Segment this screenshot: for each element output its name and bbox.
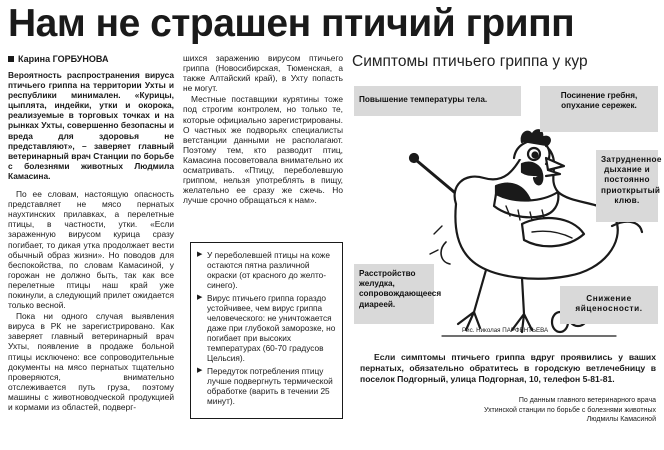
byline-square-icon bbox=[8, 56, 14, 62]
symptom-eggs-label: Снижение яйценосности. bbox=[560, 286, 658, 324]
headline: Нам не страшен птичий грипп bbox=[8, 2, 575, 45]
fact-item: ▶ Передуток потребления птицу лучше подвергнуть термической обработке (варить в течении 25 минут). bbox=[197, 366, 333, 406]
source-attribution bbox=[380, 396, 656, 425]
article-column-2 bbox=[183, 53, 343, 206]
triangle-bullet-icon: ▶ bbox=[197, 251, 203, 258]
symptom-breathing-label: Затрудненное дыхание и постоянно приоткрытый клюв. bbox=[596, 150, 658, 222]
article-column-1 bbox=[8, 53, 174, 413]
paragraph: Пока ни одного случая выявления вируса в РК не зарегистрировано. Как заверяет главный ветеринарный врач Ухты, появление в продаже больной птицы исключено: все сопроводительные документы на мясо пернатых тщательно проверяются, внимательно отслеживается путь груза, поэтому машины с животноводческой продукцией и кормами из областей, подверг- bbox=[8, 311, 174, 412]
advice-paragraph: Если симптомы птичьего гриппа вдруг проявились у ваших пернатых, обязательно обратитесь в городскую ветлечебницу в поселок Подгорный, улица Подгорная, 10, телефон 5-81-81. bbox=[360, 352, 656, 384]
triangle-bullet-icon: ▶ bbox=[197, 367, 203, 374]
symptom-stomach-label: Расстройство желудка, сопровождающееся диареей. bbox=[354, 264, 434, 324]
lead-paragraph: Вероятность распространения вируса птичьего гриппа на территории Ухты и республики минимален. «Курицы, цыплята, индейки, утки и окорока, реализуемые в торговых точках и на рынках Ухты, совершенно безопасны и вреда для здоровья не представляют», – заверяет главный ветеринарный врач Станции по борьбе с болезнями животных Людмила Камасина. bbox=[8, 70, 174, 181]
author-byline bbox=[8, 53, 174, 65]
symptom-comb-label: Посинение гребня, опухание сережек. bbox=[540, 86, 658, 132]
symptoms-title: Симптомы птичьего гриппа у кур bbox=[352, 53, 588, 70]
author-name: Карина ГОРБУНОВА bbox=[18, 54, 109, 64]
paragraph: По ее словам, настоящую опасность представляет не мясо пернатых наухтинских прилавках, а перелетные птицы, в частности, утки. «Если зараженную вирусом курица сразу погибает, то дикая утка продолжает вести обычный образ жизни». Но поводов для беспокойства, по словам Камасиной, у горожан не должно быть, так как все перелетные птицы наш край уже покинули, а следующий прилет ожидается только весной. bbox=[8, 189, 174, 311]
fact-item: ▶ У переболевшей птицы на коже остаются пятна различной окраски (от красного до желто-синего). bbox=[197, 250, 330, 290]
illustration-credit: Рис. Николая ПАРФЕНТЬЕВА bbox=[462, 327, 549, 334]
source-line: Людмилы Камасиной bbox=[586, 416, 656, 424]
source-line: Ухтинской станции по борьбе с болезнями животных bbox=[483, 406, 656, 414]
source-line: По данным главного ветеринарного врача bbox=[518, 397, 656, 404]
facts-box bbox=[190, 242, 343, 419]
paragraph: Местные поставщики курятины тоже под строгим контролем, но только те, которые официально зарегистрированы. О частных же подворьях специалисты ветстанции данными не располагают. Поэтому тем, кто разводит птиц, Камасина посоветовала внимательно их осматривать. «Птицу, переболевшую гриппом, нельзя употреблять в пищу, желательно ее сразу же сжечь. Но лучше срочно обращаться к нам». bbox=[183, 94, 343, 206]
fact-item: ▶ Вирус птичьего гриппа гораздо устойчивее, чем вирус гриппа человеческого: не уничтожается даже при глубокой заморозке, но погибает при высоких температурах (60-70 градусов Цельсия). bbox=[197, 293, 336, 363]
paragraph: шихся заражению вирусом птичьего гриппа (Новосибирская, Тюменская, а также Алтайский край), в Ухту попасть не могут. bbox=[183, 53, 343, 94]
symptom-fever-label: Повышение температуры тела. bbox=[354, 86, 521, 116]
triangle-bullet-icon: ▶ bbox=[197, 294, 203, 301]
